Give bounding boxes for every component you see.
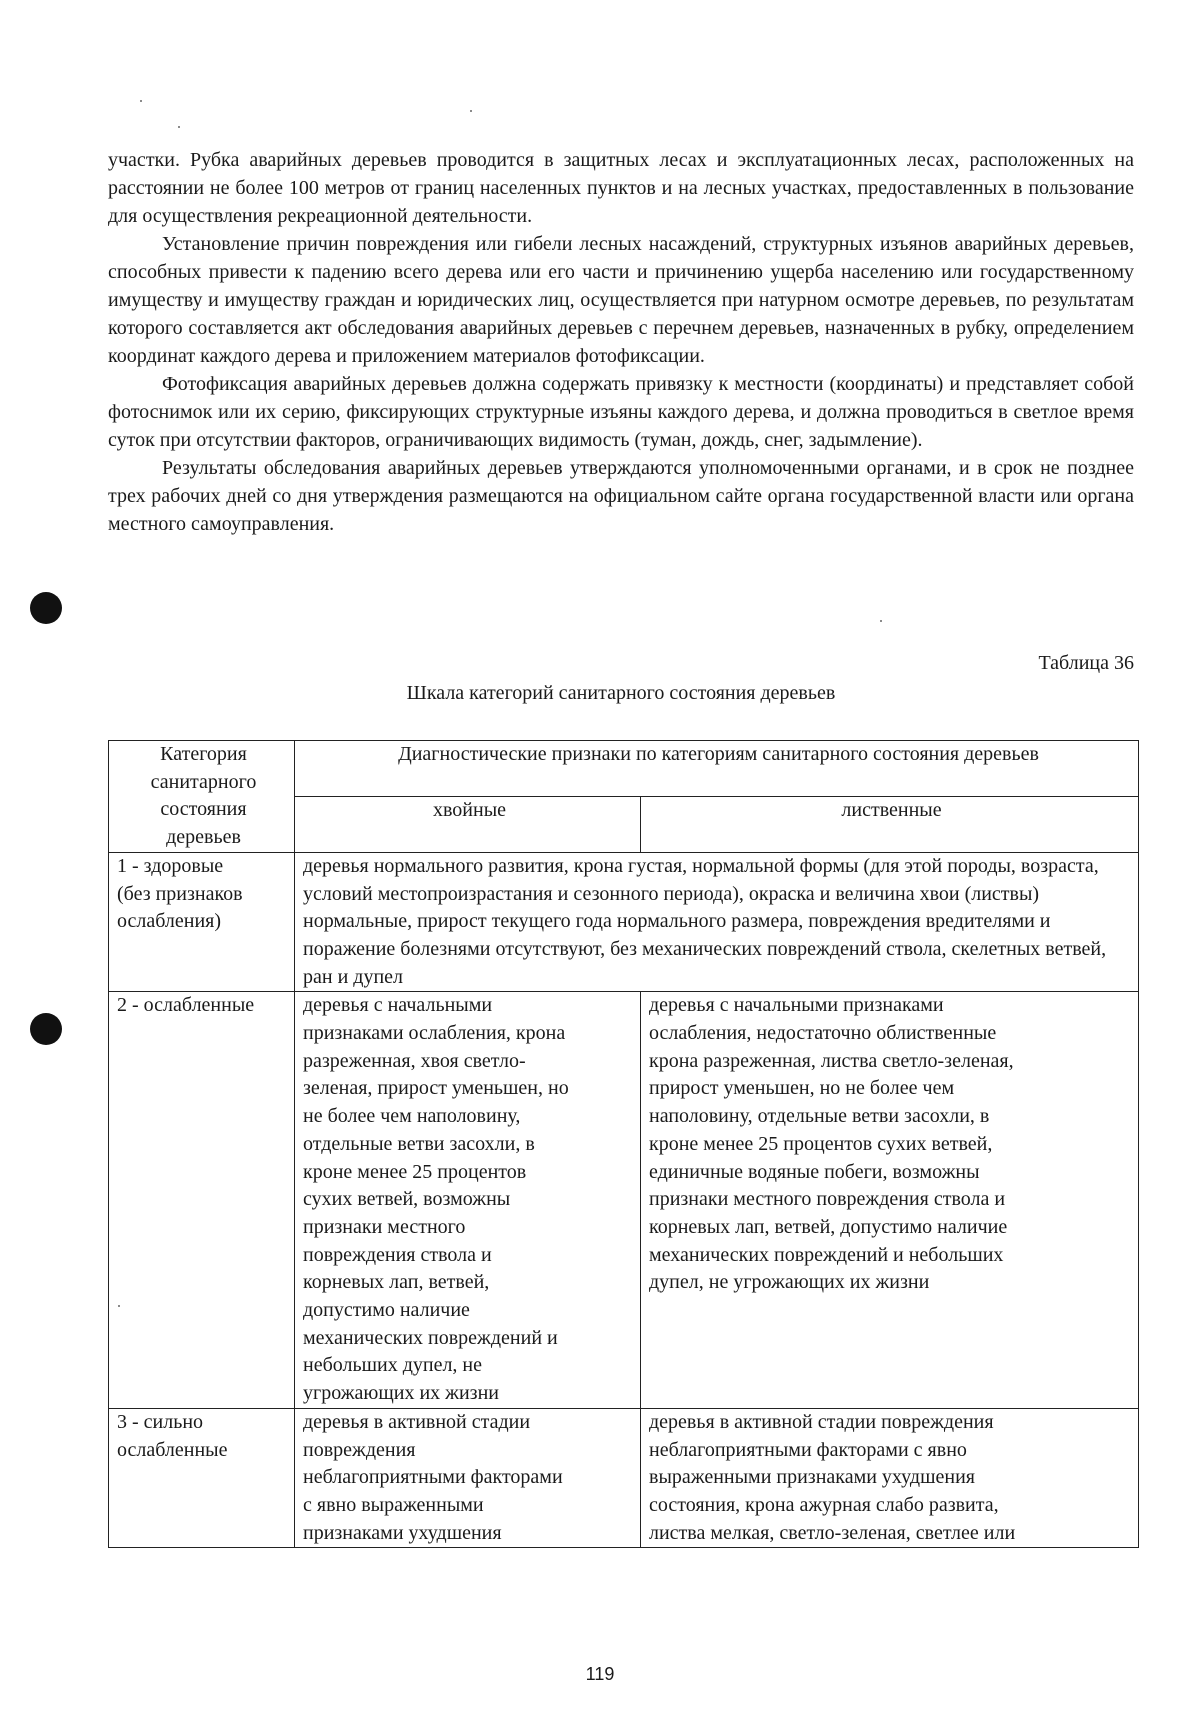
page-number: 119	[585, 1664, 615, 1684]
row-deciduous: деревья в активной стадии повреждения неблагоприятными факторами с явно выраженными признаками ухудшения состояния, крона ажурная слабо развита, листва мелкая, светло-зеленая, светлее или	[641, 1408, 1139, 1548]
header-coniferous: хвойные	[295, 796, 641, 852]
header-diagnostic-group: Диагностические признаки по категориям санитарного состояния деревьев	[295, 741, 1139, 797]
paragraph: Результаты обследования аварийных деревьев утверждаются уполномоченными органами, и в срок не позднее трех рабочих дней со дня утверждения размещаются на официальном сайте органа государственной власти или органа местного самоуправления.	[108, 457, 1134, 535]
table-title: Шкала категорий санитарного состояния деревьев	[406, 682, 836, 704]
row-category: 1 - здоровые (без признаков ослабления)	[109, 852, 295, 992]
sanitary-category-table	[108, 740, 1139, 1548]
row-category: 3 - сильно ослабленные	[109, 1408, 295, 1548]
paragraph: участки. Рубка аварийных деревьев проводится в защитных лесах и эксплуатационных лесах, расположенных на расстоянии не более 100 метров от границ населенных пунктов и на лесных участках, предоставленных в пользование для осуществления рекреационной деятельности.	[108, 149, 1134, 227]
body-text	[108, 146, 1134, 538]
scan-speck	[470, 110, 472, 112]
row-coniferous: деревья в активной стадии повреждения неблагоприятными факторами с явно выраженными признаками ухудшения	[295, 1408, 641, 1548]
table-row	[109, 852, 1139, 992]
header-category: Категория санитарного состояния деревьев	[109, 741, 295, 853]
table-number: Таблица 36	[1038, 652, 1134, 674]
scan-speck	[178, 126, 180, 128]
row-category: 2 - ослабленные	[109, 992, 295, 1409]
scan-speck	[140, 100, 142, 102]
scan-hole-mark	[30, 592, 62, 624]
scan-speck	[880, 620, 882, 622]
paragraph: Установление причин повреждения или гибели лесных насаждений, структурных изъянов аварийных деревьев, способных привести к падению всего дерева или его части и причинению ущерба населению или государственному имуществу и имуществу граждан и юридических лиц, осуществляется при натурном осмотре деревьев, по результатам которого составляется акт обследования аварийных деревьев с перечнем деревьев, назначенных в рубку, определением координат каждого дерева и приложением материалов фотофиксации.	[108, 233, 1134, 367]
table-row	[109, 992, 1139, 1409]
row-merged-description: деревья нормального развития, крона густая, нормальной формы (для этой породы, возраста, условий местопроизрастания и сезонного периода), окраска и величина хвои (листвы) нормальные, прирост текущего года нормального размера, повреждения вредителями и поражение болезнями отсутствуют, без механических повреждений ствола, скелетных ветвей, ран и дупел	[295, 852, 1139, 992]
header-deciduous: лиственные	[641, 796, 1139, 852]
scan-hole-mark	[30, 1013, 62, 1045]
table-row	[109, 1408, 1139, 1548]
row-deciduous: деревья с начальными признаками ослабления, недостаточно облиственные крона разреженная, листва светло-зеленая, прирост уменьшен, но не более чем наполовину, отдельные ветви засохли, в кроне менее 25 процентов сухих ветвей, единичные водяные побеги, возможны признаки местного повреждения ствола и корневых лап, ветвей, допустимо наличие механических повреждений и небольших дупел, не угрожающих их жизни	[641, 992, 1139, 1409]
table-header-row	[109, 741, 1139, 797]
paragraph: Фотофиксация аварийных деревьев должна содержать привязку к местности (координаты) и представляет собой фотоснимок или их серию, фиксирующих структурные изъяны каждого дерева, и должна проводиться в светлое время суток при отсутствии факторов, ограничивающих видимость (туман, дождь, снег, задымление).	[108, 373, 1134, 451]
row-coniferous: деревья с начальными признаками ослабления, крона разреженная, хвоя светло- зеленая, прирост уменьшен, но не более чем наполовину, отдельные ветви засохли, в кроне менее 25 процентов сухих ветвей, возможны признаки местного повреждения ствола и корневых лап, ветвей, допустимо наличие механических повреждений и небольших дупел, не угрожающих их жизни	[295, 992, 641, 1409]
